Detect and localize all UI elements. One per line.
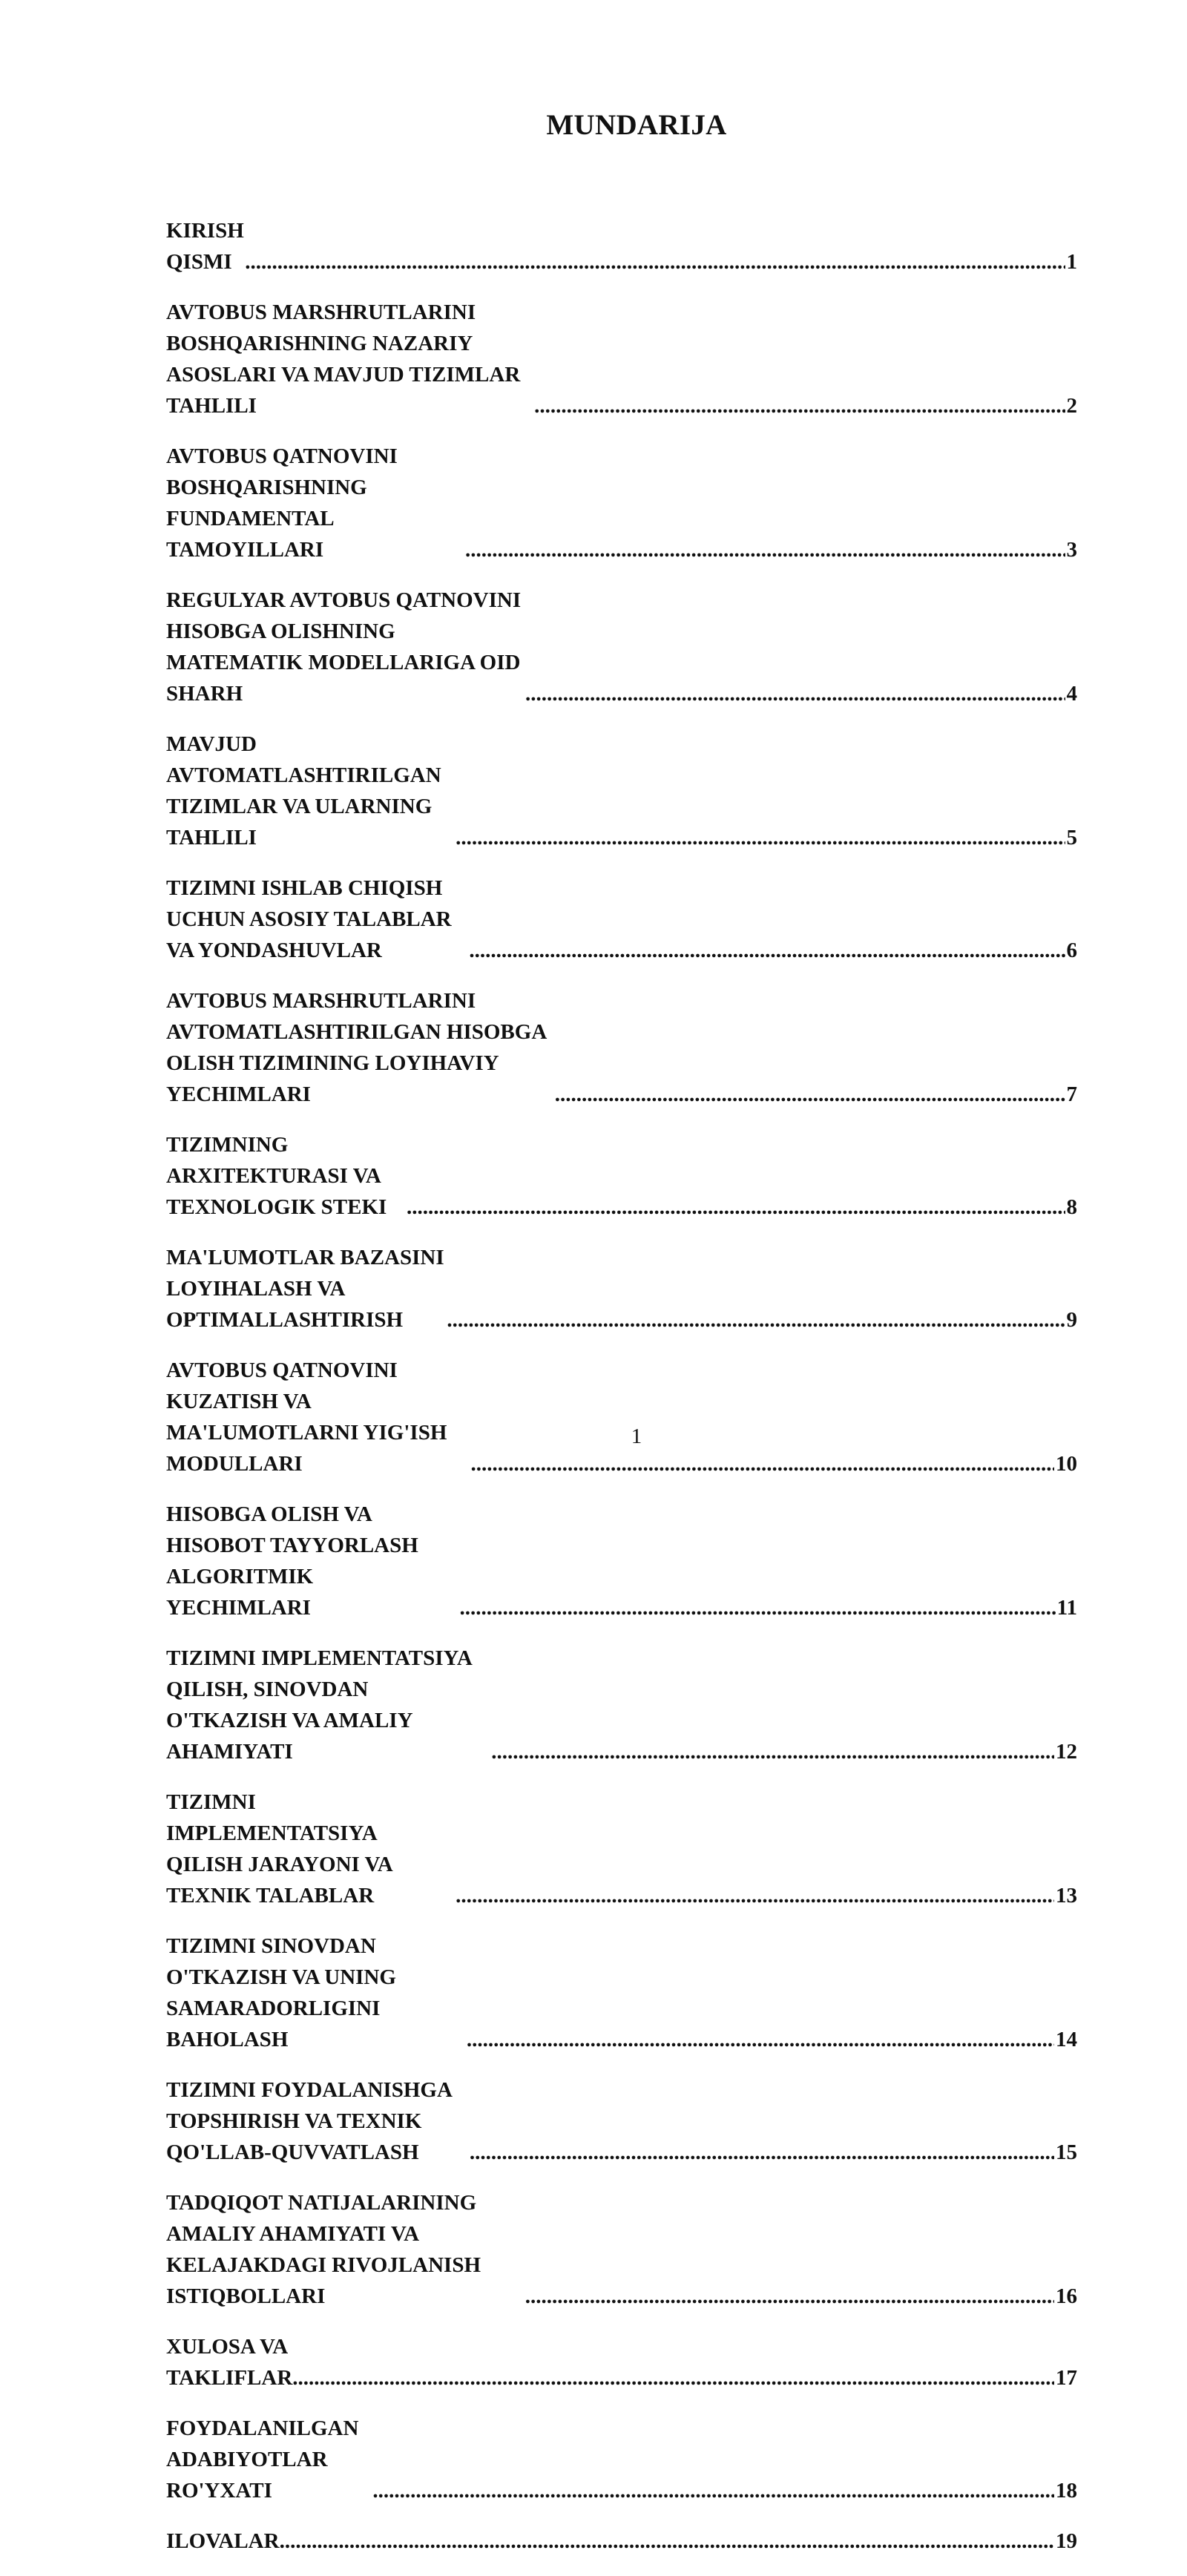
toc-entry-title: FOYDALANILGAN ADABIYOTLAR RO'YXATI [166, 2416, 359, 2503]
toc-dot-leader [465, 534, 1065, 565]
toc-entry[interactable] [166, 2074, 1077, 2168]
toc-entry-title: TIZIMNI ISHLAB CHIQISH UCHUN ASOSIY TALABLAR VA YONDASHUVLAR [166, 876, 452, 962]
toc-entry[interactable] [166, 1931, 1077, 2055]
toc-entry-title: TIZIMNI IMPLEMENTATSIYA QILISH, SINOVDAN O'TKAZISH VA AMALIY AHAMIYATI [166, 1646, 472, 1764]
toc-entry-page: 9 [1066, 1308, 1077, 1332]
toc-dot-leader [525, 678, 1065, 709]
toc-entry-page: 6 [1066, 939, 1077, 962]
toc-entry-title: MAVJUD AVTOMATLASHTIRILGAN TIZIMLAR VA ULARNING TAHLILI [166, 732, 441, 850]
toc-entry-title: TIZIMNI FOYDALANISHGA TOPSHIRISH VA TEXNIK QO'LLAB-QUVVATLASH [166, 2078, 452, 2164]
toc-entry-page: 2 [1066, 394, 1077, 418]
toc-entry[interactable] [166, 215, 1077, 277]
toc-dot-leader [292, 2362, 1054, 2393]
toc-entry-title: KIRISH QISMI [166, 219, 244, 274]
toc-entry-title: AVTOBUS MARSHRUTLARINI AVTOMATLASHTIRILGAN HISOBGA OLISH TIZIMINING LOYIHAVIY YECHIMLARI [166, 989, 546, 1106]
toc-dot-leader [456, 822, 1065, 853]
toc-entry[interactable] [166, 2331, 1077, 2393]
toc-entry-page: 17 [1056, 2366, 1077, 2390]
toc-dot-leader [245, 246, 1065, 277]
toc-entry[interactable] [166, 1643, 1077, 1767]
toc-entry-title: AVTOBUS MARSHRUTLARINI BOSHQARISHNING NAZARIY ASOSLARI VA MAVJUD TIZIMLAR TAHLILI [166, 300, 521, 418]
toc-entry[interactable] [166, 1499, 1077, 1623]
toc-entry-page: 13 [1056, 1884, 1077, 1908]
toc-entry-page: 5 [1066, 826, 1077, 850]
toc-dot-leader [459, 1592, 1055, 1623]
toc-entry[interactable] [166, 1355, 1077, 1479]
toc-entry-title: REGULYAR AVTOBUS QATNOVINI HISOBGA OLISHNING MATEMATIK MODELLARIGA OID SHARH [166, 588, 522, 706]
toc-entry[interactable] [166, 1129, 1077, 1223]
toc-entry-title: TADQIQOT NATIJALARINING AMALIY AHAMIYATI VA KELAJAKDAGI RIVOJLANISH ISTIQBOLLARI [166, 2191, 481, 2308]
toc-entry-title: ILOVALAR [166, 2529, 280, 2553]
toc-entry[interactable] [166, 985, 1077, 1110]
toc-entry-page: 18 [1056, 2479, 1077, 2503]
toc-dot-leader [372, 2475, 1054, 2506]
toc-entry-title: AVTOBUS QATNOVINI KUZATISH VA MA'LUMOTLARNI YIG'ISH MODULLARI [166, 1358, 447, 1476]
toc-entry[interactable] [166, 2526, 1077, 2557]
toc-entry-page: 11 [1056, 1596, 1077, 1620]
toc-entry[interactable] [166, 729, 1077, 853]
toc-entry-title: TIZIMNING ARXITEKTURASI VA TEXNOLOGIK STEKI [166, 1133, 387, 1219]
toc-entry-title: XULOSA VA TAKLIFLAR [166, 2335, 293, 2390]
toc-entry[interactable] [166, 441, 1077, 565]
toc-entry[interactable] [166, 873, 1077, 966]
toc-dot-leader [469, 935, 1065, 966]
page-number: 1 [631, 1425, 642, 1448]
toc-entry-page: 15 [1056, 2140, 1077, 2164]
toc-entry[interactable] [166, 1787, 1077, 1911]
toc-dot-leader [467, 2024, 1054, 2055]
page-title: MUNDARIJA [546, 109, 727, 141]
toc-dot-leader [555, 1079, 1065, 1110]
toc-entry-page: 1 [1066, 250, 1077, 274]
toc-entry-page: 10 [1056, 1452, 1077, 1476]
toc-entry[interactable] [166, 1242, 1077, 1335]
toc-dot-leader [491, 1736, 1054, 1767]
toc-dot-leader [470, 2137, 1054, 2168]
toc-entry-page: 12 [1056, 1740, 1077, 1764]
toc-entry[interactable] [166, 2413, 1077, 2506]
toc-entry[interactable] [166, 585, 1077, 709]
toc-entry-page: 4 [1066, 682, 1077, 706]
toc-entry-title: AVTOBUS QATNOVINI BOSHQARISHNING FUNDAMENTAL TAMOYILLARI [166, 444, 398, 562]
toc-entry-title: TIZIMNI SINOVDAN O'TKAZISH VA UNING SAMARADORLIGINI BAHOLASH [166, 1934, 396, 2051]
toc-entry[interactable] [166, 297, 1077, 421]
toc-entry-title: MA'LUMOTLAR BAZASINI LOYIHALASH VA OPTIMALLASHTIRISH [166, 1246, 444, 1332]
toc-entry-page: 14 [1056, 2028, 1077, 2051]
toc-dot-leader [447, 1304, 1065, 1335]
toc-entry-page: 7 [1066, 1082, 1077, 1106]
toc-dot-leader [280, 2526, 1054, 2557]
toc-dot-leader [525, 2281, 1054, 2312]
toc-entry-title: HISOBGA OLISH VA HISOBOT TAYYORLASH ALGORITMIK YECHIMLARI [166, 1502, 418, 1620]
toc-entry-page: 16 [1056, 2284, 1077, 2308]
toc-dot-leader [407, 1192, 1065, 1223]
toc-dot-leader [456, 1880, 1054, 1911]
toc-entry-page: 8 [1066, 1195, 1077, 1219]
toc-dot-leader [534, 390, 1065, 421]
toc-entry[interactable] [166, 2187, 1077, 2312]
table-of-contents [166, 215, 1077, 2576]
toc-entry-title: TIZIMNI IMPLEMENTATSIYA QILISH JARAYONI VA TEXNIK TALABLAR [166, 1790, 392, 1908]
toc-entry-page: 3 [1066, 538, 1077, 562]
toc-dot-leader [471, 1448, 1054, 1479]
toc-entry-page: 19 [1056, 2529, 1077, 2553]
